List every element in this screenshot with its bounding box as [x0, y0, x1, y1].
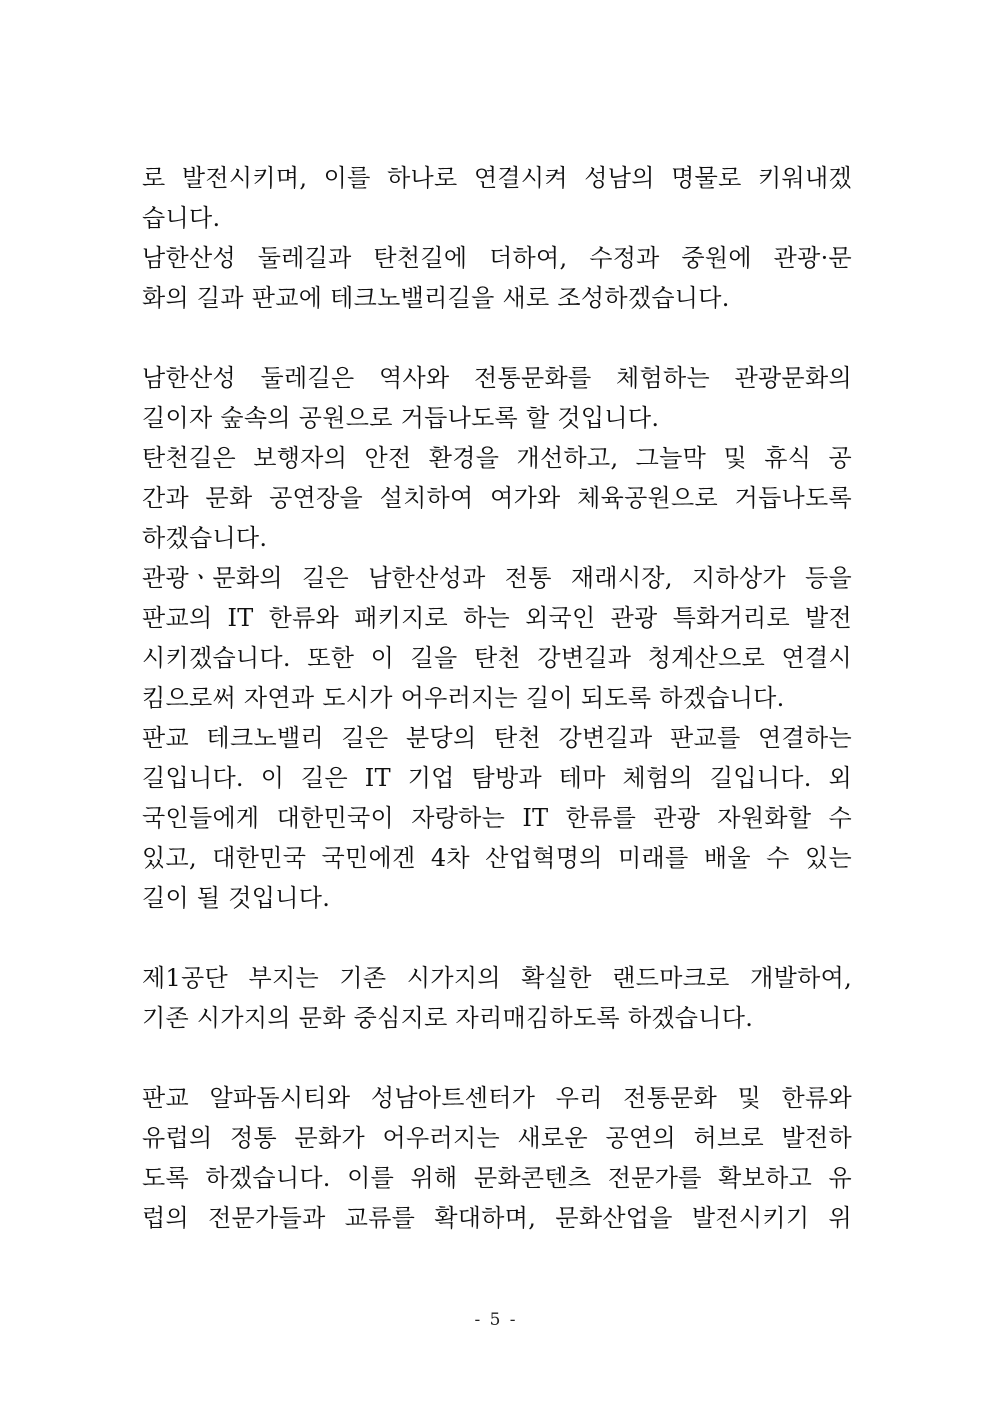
text-line: 간과 문화 공연장을 설치하여 여가와 체육공원으로 거듭나도록	[142, 484, 852, 512]
text-line: 있고, 대한민국 국민에겐 4차 산업혁명의 미래를 배울 수 있는	[142, 844, 852, 872]
paragraph-gap	[142, 318, 852, 358]
paragraph-gap	[142, 918, 852, 958]
text-line: 길이자 숲속의 공원으로 거듭나도록 할 것입니다.	[142, 404, 660, 432]
text-line: 도록 하겠습니다. 이를 위해 문화콘텐츠 전문가를 확보하고 유	[142, 1164, 852, 1192]
text-line: 길입니다. 이 길은 IT 기업 탐방과 테마 체험의 길입니다. 외	[142, 764, 852, 792]
text-line: 킴으로써 자연과 도시가 어우러지는 길이 되도록 하겠습니다.	[142, 684, 785, 712]
text-line: 판교 테크노밸리 길은 분당의 탄천 강변길과 판교를 연결하는	[142, 724, 852, 752]
text-line: 유럽의 정통 문화가 어우러지는 새로운 공연의 허브로 발전하	[142, 1124, 852, 1152]
text-line: 판교 알파돔시티와 성남아트센터가 우리 전통문화 및 한류와	[142, 1084, 852, 1112]
paragraph-gap	[142, 1038, 852, 1078]
text-line: 남한산성 둘레길은 역사와 전통문화를 체험하는 관광문화의	[142, 364, 852, 392]
text-line: 제1공단 부지는 기존 시가지의 확실한 랜드마크로 개발하여,	[142, 964, 852, 992]
text-line: 길이 될 것입니다.	[142, 884, 331, 912]
text-line: 로 발전시키며, 이를 하나로 연결시켜 성남의 명물로 키워내겠	[142, 164, 852, 192]
text-line: 탄천길은 보행자의 안전 환경을 개선하고, 그늘막 및 휴식 공	[142, 444, 852, 472]
text-line: 럽의 전문가들과 교류를 확대하며, 문화산업을 발전시키기 위	[142, 1204, 852, 1232]
text-line: 관광ㆍ문화의 길은 남한산성과 전통 재래시장, 지하상가 등을	[142, 564, 852, 592]
page-number: - 5 -	[474, 1310, 518, 1330]
text-line: 국인들에게 대한민국이 자랑하는 IT 한류를 관광 자원화할 수	[142, 804, 852, 832]
text-line: 남한산성 둘레길과 탄천길에 더하여, 수정과 중원에 관광·문	[142, 244, 852, 272]
text-line: 화의 길과 판교에 테크노밸리길을 새로 조성하겠습니다.	[142, 284, 730, 312]
body-text	[142, 158, 852, 1238]
text-line: 판교의 IT 한류와 패키지로 하는 외국인 관광 특화거리로 발전	[142, 604, 852, 632]
text-line: 하겠습니다.	[142, 524, 268, 552]
text-line: 시키겠습니다. 또한 이 길을 탄천 강변길과 청계산으로 연결시	[142, 644, 852, 672]
text-line: 기존 시가지의 문화 중심지로 자리매김하도록 하겠습니다.	[142, 1004, 754, 1032]
text-line: 습니다.	[142, 204, 221, 232]
